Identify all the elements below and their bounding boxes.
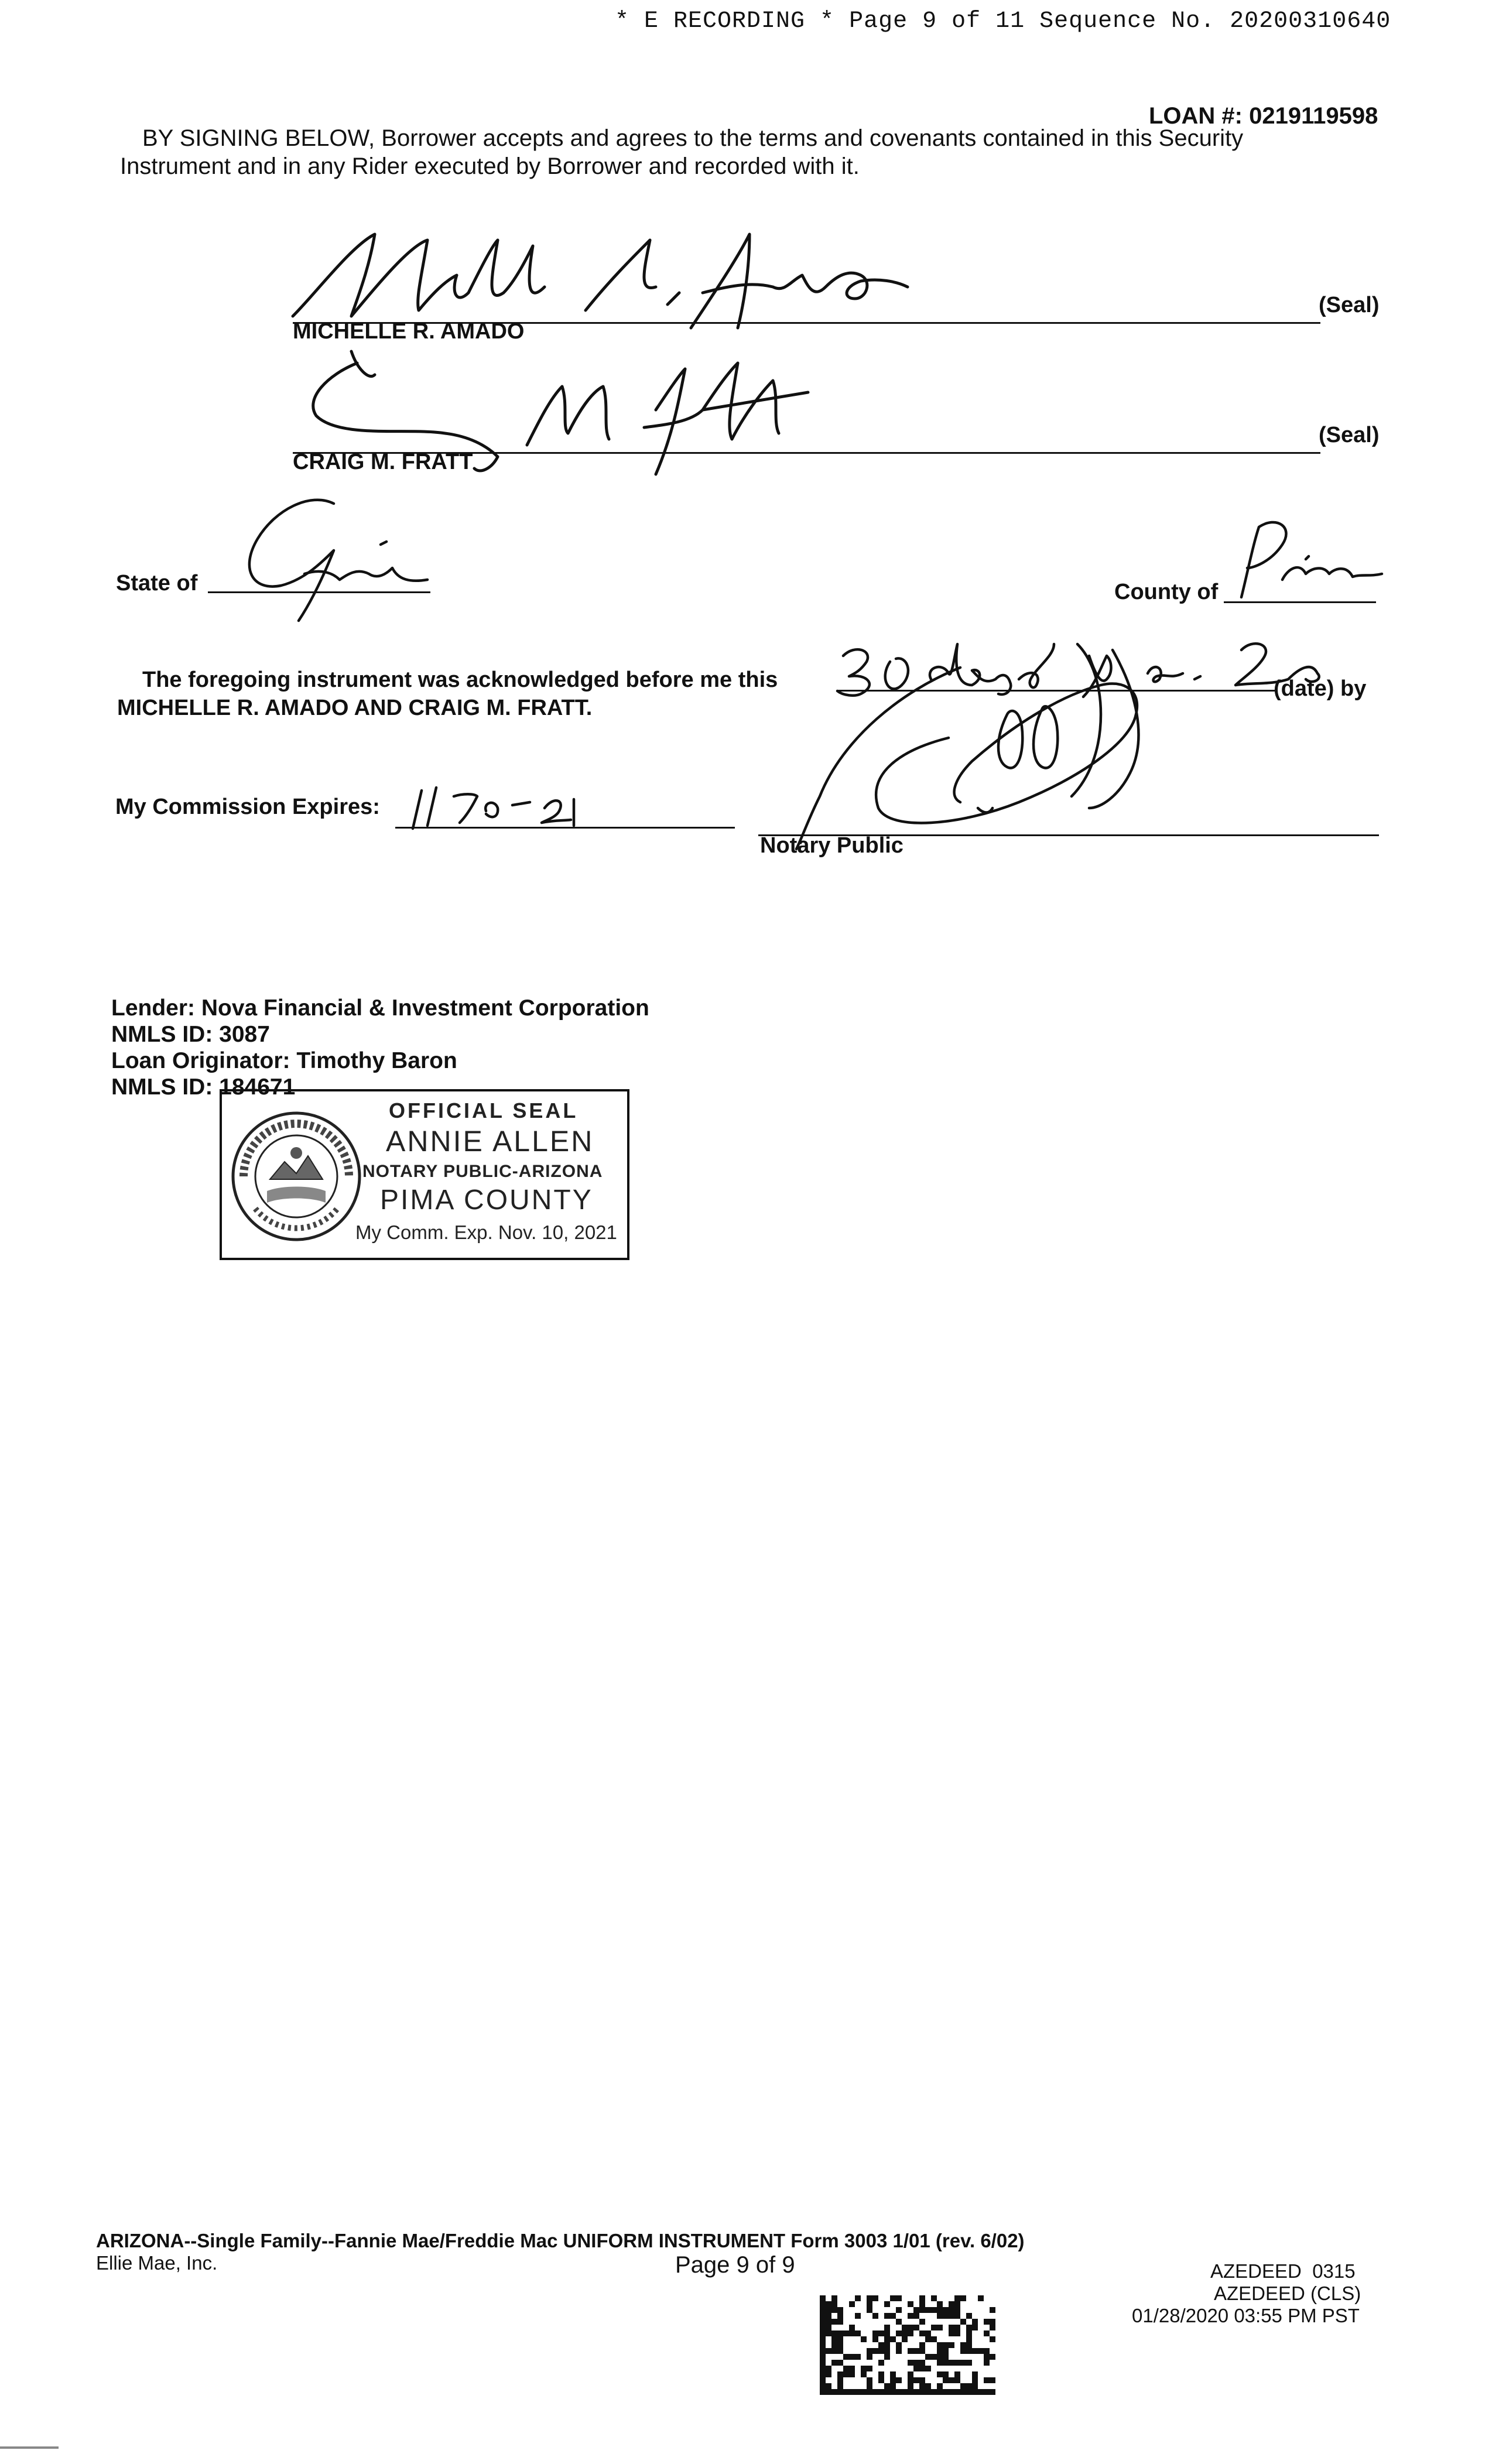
loan-number: LOAN #: 0219119598 bbox=[1149, 103, 1378, 129]
seal-notary-name: ANNIE ALLEN bbox=[386, 1125, 594, 1158]
loan-originator: Loan Originator: Timothy Baron bbox=[111, 1048, 457, 1073]
state-handwriting bbox=[217, 486, 439, 627]
arizona-state-seal-icon bbox=[229, 1109, 364, 1244]
notary-seal-stamp bbox=[220, 1089, 629, 1260]
commission-label: My Commission Expires: bbox=[115, 795, 380, 819]
seal-title: OFFICIAL SEAL bbox=[389, 1098, 579, 1123]
print-timestamp: 01/28/2020 03:55 PM PST bbox=[1132, 2305, 1360, 2326]
borrower-2-seal: (Seal) bbox=[1319, 423, 1380, 447]
commission-handwriting bbox=[398, 779, 621, 831]
state-label: State of bbox=[116, 571, 198, 596]
borrower-1-seal: (Seal) bbox=[1319, 293, 1380, 317]
recording-header: * E RECORDING * Page 9 of 11 Sequence No. 20200310640 bbox=[615, 8, 1391, 35]
borrower-2-name: CRAIG M. FRATT bbox=[293, 450, 473, 474]
notary-signature bbox=[785, 621, 1206, 855]
form-code-1: AZEDEED 0315 bbox=[1210, 2260, 1356, 2282]
acknowledgment-line-2: MICHELLE R. AMADO AND CRAIG M. FRATT. bbox=[117, 696, 593, 720]
borrower-1-name: MICHELLE R. AMADO bbox=[293, 319, 525, 344]
originator-nmls: NMLS ID: 184671 bbox=[111, 1074, 296, 1100]
form-identifier: ARIZONA--Single Family--Fannie Mae/Freddie Mac UNIFORM INSTRUMENT Form 3003 1/01 (rev. 6/02) bbox=[96, 2230, 1025, 2251]
intro-line-2: Instrument and in any Rider executed by Borrower and recorded with it. bbox=[120, 153, 860, 179]
county-label: County of bbox=[1114, 580, 1219, 604]
intro-line-1: BY SIGNING BELOW, Borrower accepts and agrees to the terms and covenants contained in this Security bbox=[142, 125, 1244, 151]
acknowledgment-line-1: The foregoing instrument was acknowledged before me this bbox=[142, 668, 778, 692]
county-handwriting bbox=[1224, 509, 1388, 609]
seal-notary-role: NOTARY PUBLIC-ARIZONA bbox=[362, 1162, 603, 1181]
borrower-1-signature bbox=[281, 223, 925, 340]
scan-mark bbox=[0, 2446, 59, 2449]
acknowledgment-date-suffix: (date) by bbox=[1274, 676, 1367, 701]
lender-nmls: NMLS ID: 3087 bbox=[111, 1022, 270, 1047]
borrower-2-signature bbox=[293, 340, 820, 480]
page-number: Page 9 of 9 bbox=[675, 2252, 795, 2278]
barcode-icon bbox=[820, 2295, 995, 2395]
vendor-name: Ellie Mae, Inc. bbox=[96, 2252, 218, 2274]
seal-county: PIMA COUNTY bbox=[380, 1185, 593, 1216]
seal-expiry: My Comm. Exp. Nov. 10, 2021 bbox=[355, 1221, 617, 1243]
lender-name: Lender: Nova Financial & Investment Corporation bbox=[111, 995, 649, 1021]
notary-public-label: Notary Public bbox=[760, 833, 903, 858]
form-code-2: AZEDEED (CLS) bbox=[1214, 2282, 1361, 2304]
